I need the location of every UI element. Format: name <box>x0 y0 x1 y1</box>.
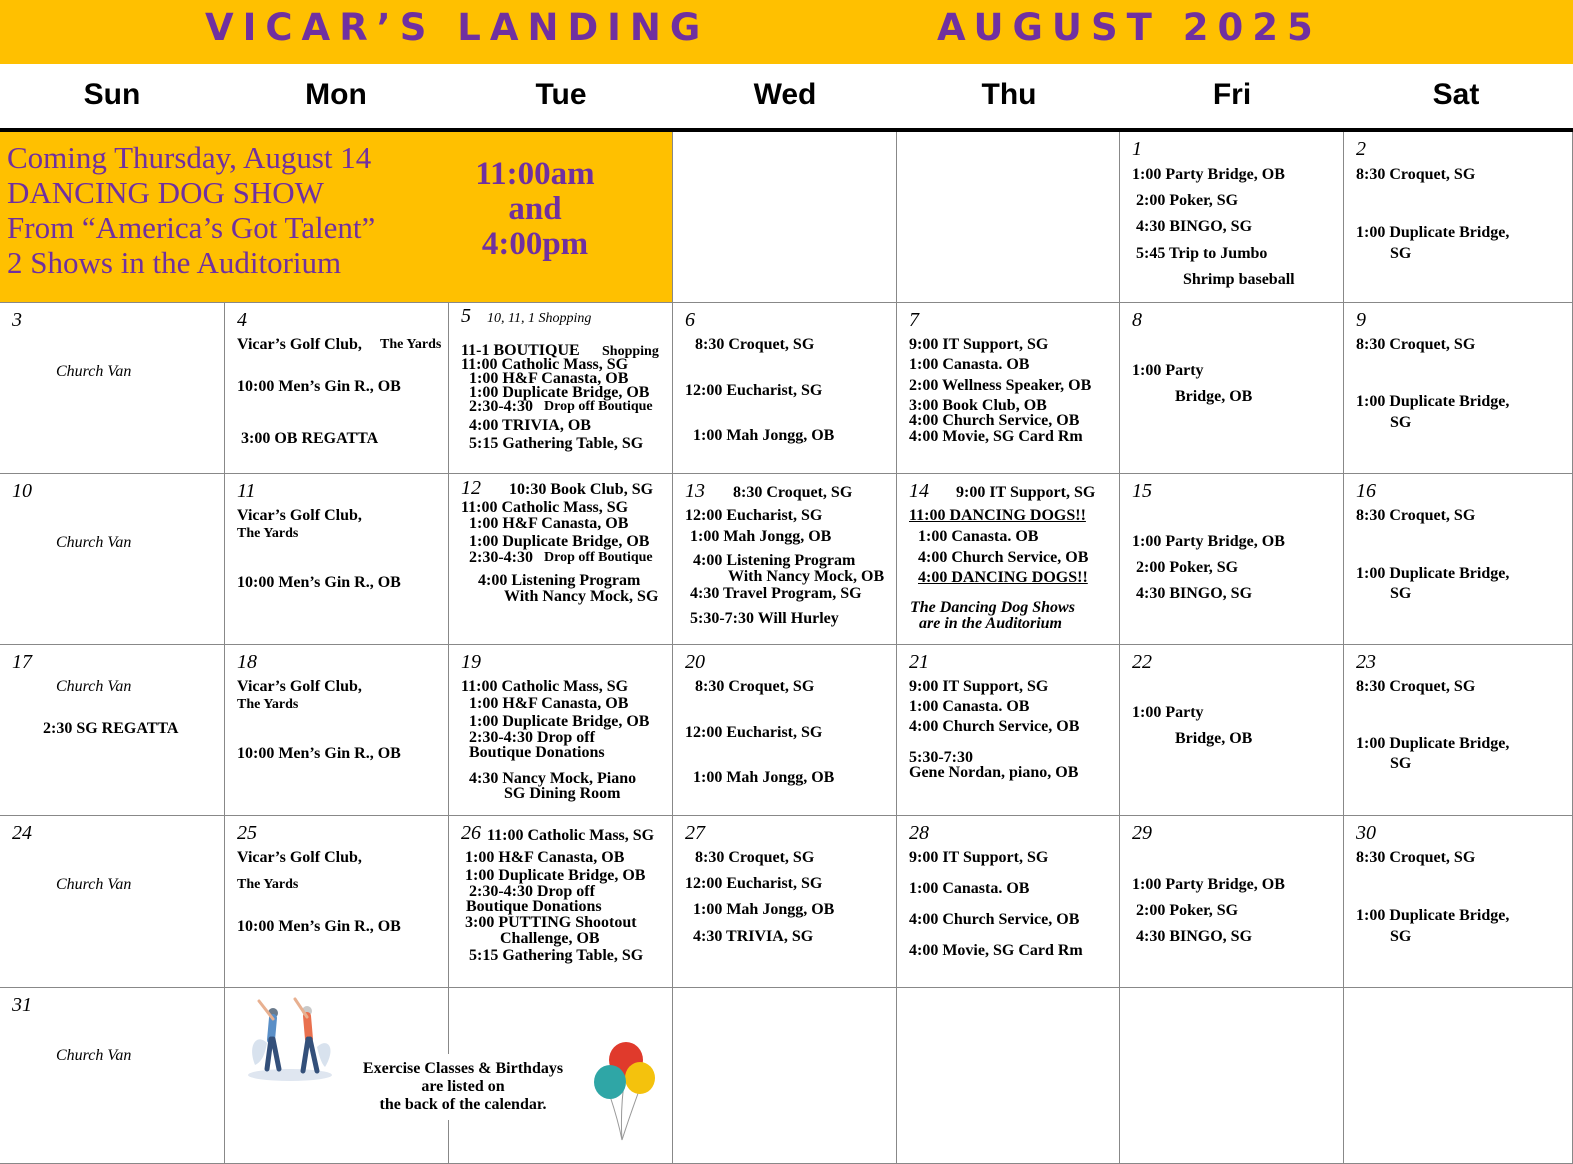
day-number: 24 <box>12 822 32 844</box>
event: 8:30 Croquet, SG <box>1356 678 1476 695</box>
event: 4:00 Movie, SG Card Rm <box>909 428 1083 445</box>
weekday-sat: Sat <box>1432 78 1480 111</box>
event: 8:30 Croquet, SG <box>695 678 815 695</box>
day-number: 25 <box>237 822 257 844</box>
community-title: VICAR’S LANDING <box>205 6 710 49</box>
day-number: 18 <box>237 651 257 673</box>
event: 2:00 Wellness Speaker, OB <box>909 377 1092 394</box>
event: 2:30-4:30 Drop off <box>469 729 595 746</box>
month-title: AUGUST 2025 <box>937 6 1322 49</box>
day-number: 15 <box>1132 480 1152 502</box>
day-number: 23 <box>1356 651 1376 673</box>
event: Church Van <box>56 876 132 893</box>
empty-day-cell <box>673 988 897 1164</box>
day-number: 14 <box>909 480 929 502</box>
event: 2:30-4:30 Drop off <box>469 883 595 900</box>
event: 8:30 Croquet, SG <box>733 484 853 501</box>
day-number: 2 <box>1356 138 1366 160</box>
promo-times <box>440 157 630 262</box>
event: 1:00 Duplicate Bridge, <box>1356 393 1510 410</box>
day-number: 27 <box>685 822 705 844</box>
day-cell-1 <box>1120 132 1344 303</box>
event: 4:30 BINGO, SG <box>1136 928 1253 945</box>
event: 4:30 BINGO, SG <box>1136 585 1253 602</box>
balloons-illustration <box>590 1040 662 1144</box>
event: The Yards <box>380 337 442 352</box>
day-cell-31 <box>0 988 225 1164</box>
event: 4:00 Church Service, OB <box>909 911 1080 928</box>
note-line: Exercise Classes & Birthdays <box>362 1060 564 1077</box>
event: Vicar’s Golf Club, <box>237 849 362 866</box>
day-number: 6 <box>685 309 695 331</box>
day-number: 3 <box>12 309 22 331</box>
event: 8:30 Croquet, SG <box>695 849 815 866</box>
day-number: 16 <box>1356 480 1376 502</box>
day-number: 1 <box>1132 138 1142 160</box>
day-cell-26 <box>449 816 673 988</box>
day-cell-3 <box>0 303 225 474</box>
dancing-dog-promo <box>0 132 673 303</box>
event: 4:00 DANCING DOGS!! <box>918 569 1088 586</box>
day-number: 5 <box>461 305 471 327</box>
promo-time: 11:00am <box>475 156 595 192</box>
event: Challenge, OB <box>500 930 600 947</box>
day-cell-23 <box>1344 645 1573 816</box>
event: Boutique Donations <box>469 744 605 761</box>
day-cell-8 <box>1120 303 1344 474</box>
day-cell-19 <box>449 645 673 816</box>
event: SG Dining Room <box>504 785 621 802</box>
event: 1:00 Duplicate Bridge, OB <box>469 713 650 730</box>
event: 5:30-7:30 <box>909 749 973 766</box>
weekday-header <box>0 68 1573 128</box>
event: 1:00 Duplicate Bridge, <box>1356 224 1510 241</box>
day-cell-24 <box>0 816 225 988</box>
event: Drop off Boutique <box>544 399 653 414</box>
event: 1:00 Canasta. OB <box>918 528 1039 545</box>
event: 1:00 Party Bridge, OB <box>1132 166 1285 183</box>
promo-line: Coming Thursday, August 14 <box>7 140 372 175</box>
person-legs <box>267 1039 279 1069</box>
day-cell-18 <box>225 645 449 816</box>
event: 1:00 Mah Jongg, OB <box>693 427 835 444</box>
event: 8:30 Croquet, SG <box>1356 507 1476 524</box>
teal-balloon <box>594 1065 626 1099</box>
weekday-mon: Mon <box>305 78 367 111</box>
event: 12:00 Eucharist, SG <box>685 507 823 524</box>
event: 4:00 Movie, SG Card Rm <box>909 942 1083 959</box>
yellow-balloon <box>625 1062 655 1094</box>
day-number: 10 <box>12 480 32 502</box>
day-number: 17 <box>12 651 32 673</box>
day-cell-6 <box>673 303 897 474</box>
header-banner <box>0 0 1573 64</box>
event: The Yards <box>237 697 299 712</box>
event: 10:00 Men’s Gin R., OB <box>237 574 401 591</box>
day-cell-15 <box>1120 474 1344 645</box>
day-number: 30 <box>1356 822 1376 844</box>
day-cell-30 <box>1344 816 1573 988</box>
event: Boutique Donations <box>466 898 602 915</box>
empty-day-cell <box>1120 988 1344 1164</box>
person-legs <box>303 1039 317 1071</box>
day-cell-14 <box>897 474 1120 645</box>
event: 11:00 Catholic Mass, SG <box>487 827 655 844</box>
event: 1:00 H&F Canasta, OB <box>469 515 629 532</box>
empty-day-cell <box>897 132 1120 303</box>
weekday-sun: Sun <box>83 78 141 111</box>
event: 11:00 DANCING DOGS!! <box>909 507 1086 524</box>
event: 2:00 Poker, SG <box>1136 192 1239 209</box>
event: 9:00 IT Support, SG <box>909 678 1049 695</box>
event: With Nancy Mock, OB <box>728 568 885 585</box>
day-cell-22 <box>1120 645 1344 816</box>
leaf <box>252 1039 267 1065</box>
event: 4:00 Listening Program <box>693 552 856 569</box>
event: SG <box>1390 585 1412 602</box>
event: 4:30 TRIVIA, SG <box>693 928 814 945</box>
day-cell-29 <box>1120 816 1344 988</box>
note-line: the back of the calendar. <box>379 1096 547 1113</box>
event: 1:00 Party <box>1132 362 1204 379</box>
promo-line: From “America’s Got Talent” <box>7 210 376 245</box>
event: 9:00 IT Support, SG <box>956 484 1096 501</box>
event: 11-1 BOUTIQUE <box>461 342 580 359</box>
event: 4:30 BINGO, SG <box>1136 218 1253 235</box>
empty-day-cell <box>1344 988 1573 1164</box>
event: Church Van <box>56 363 132 380</box>
day-number: 31 <box>12 994 32 1016</box>
day-cell-4 <box>225 303 449 474</box>
event: 4:00 Church Service, OB <box>918 549 1089 566</box>
event: 1:00 Mah Jongg, OB <box>693 901 835 918</box>
day-cell-13 <box>673 474 897 645</box>
day-number: 9 <box>1356 309 1366 331</box>
day-cell-5 <box>449 303 673 474</box>
event: 9:00 IT Support, SG <box>909 336 1049 353</box>
event: SG <box>1390 414 1412 431</box>
day-number: 12 <box>461 477 481 499</box>
event: 2:30 SG REGATTA <box>43 720 179 737</box>
event: 4:00 Church Service, OB <box>909 412 1080 429</box>
event: 4:00 Listening Program <box>478 572 641 589</box>
event: 1:00 Mah Jongg, OB <box>690 528 832 545</box>
event: 4:30 Nancy Mock, Piano <box>469 770 637 787</box>
day-cell-2 <box>1344 132 1573 303</box>
day-cell-20 <box>673 645 897 816</box>
weekday-tue: Tue <box>535 78 587 111</box>
weekday-fri: Fri <box>1212 78 1252 111</box>
promo-time: and <box>508 191 562 227</box>
promo-line: 2 Shows in the Auditorium <box>7 245 342 280</box>
event: 11:00 Catholic Mass, SG <box>461 499 629 516</box>
event: 4:30 Travel Program, SG <box>690 585 862 602</box>
event: 1:00 Duplicate Bridge, OB <box>465 867 646 884</box>
day-cell-12 <box>449 474 673 645</box>
event: 1:00 H&F Canasta, OB <box>465 849 625 866</box>
event: Church Van <box>56 1047 132 1064</box>
empty-day-cell <box>897 988 1120 1164</box>
day-number: 21 <box>909 651 929 673</box>
promo-line: DANCING DOG SHOW <box>7 175 324 210</box>
event: 8:30 Croquet, SG <box>695 336 815 353</box>
event: SG <box>1390 245 1412 262</box>
event: 2:30-4:30 <box>469 398 533 415</box>
event: SG <box>1390 928 1412 945</box>
event: 2:00 Poker, SG <box>1136 559 1239 576</box>
event: 12:00 Eucharist, SG <box>685 875 823 892</box>
day-cell-11 <box>225 474 449 645</box>
leaf <box>317 1043 330 1067</box>
event: 8:30 Croquet, SG <box>1356 849 1476 866</box>
promo-text <box>7 140 375 280</box>
day-number: 29 <box>1132 822 1152 844</box>
event: Bridge, OB <box>1175 388 1253 405</box>
event: 12:00 Eucharist, SG <box>685 724 823 741</box>
event: 1:00 Party Bridge, OB <box>1132 876 1285 893</box>
event: 4:00 TRIVIA, OB <box>469 417 591 434</box>
event: 1:00 Duplicate Bridge, <box>1356 907 1510 924</box>
day-number: 26 <box>461 822 481 844</box>
note-line: are listed on <box>421 1078 505 1095</box>
day-cell-7 <box>897 303 1120 474</box>
event: 1:00 Canasta. OB <box>909 356 1030 373</box>
event: 8:30 Croquet, SG <box>1356 166 1476 183</box>
event: 11:00 Catholic Mass, SG <box>461 678 629 695</box>
event: 11:00 Catholic Mass, SG <box>461 356 629 373</box>
day-number: 4 <box>237 309 247 331</box>
event: 5:15 Gathering Table, SG <box>469 947 644 964</box>
event: Vicar’s Golf Club, <box>237 507 362 524</box>
event: 10, 11, 1 Shopping <box>487 311 592 326</box>
day-number: 13 <box>685 480 705 502</box>
event: 3:00 Book Club, OB <box>909 397 1047 414</box>
event: 1:00 Canasta. OB <box>909 880 1030 897</box>
event: Church Van <box>56 678 132 695</box>
day-cell-21 <box>897 645 1120 816</box>
event: 2:30-4:30 <box>469 549 533 566</box>
back-of-calendar-note <box>340 1054 586 1120</box>
event: 1:00 Mah Jongg, OB <box>693 769 835 786</box>
event: 1:00 Duplicate Bridge, <box>1356 735 1510 752</box>
day-cell-9 <box>1344 303 1573 474</box>
event: 5:45 Trip to Jumbo <box>1136 245 1268 262</box>
event: SG <box>1390 755 1412 772</box>
event: Shrimp baseball <box>1183 271 1295 288</box>
event: 5:15 Gathering Table, SG <box>469 435 644 452</box>
promo-time: 4:00pm <box>481 226 589 262</box>
event: Shopping <box>602 344 659 359</box>
event: The Dancing Dog Shows <box>910 599 1075 616</box>
event: 2:00 Poker, SG <box>1136 902 1239 919</box>
event: 1:00 H&F Canasta, OB <box>469 695 629 712</box>
event: 10:30 Book Club, SG <box>509 481 654 498</box>
event: 1:00 H&F Canasta, OB <box>469 370 629 387</box>
day-number: 7 <box>909 309 919 331</box>
event: With Nancy Mock, SG <box>504 588 659 605</box>
weekday-thu: Thu <box>981 78 1037 111</box>
day-number: 8 <box>1132 309 1142 331</box>
day-cell-27 <box>673 816 897 988</box>
event: 1:00 Duplicate Bridge, OB <box>469 384 650 401</box>
exercise-illustration <box>245 995 340 1083</box>
event: are in the Auditorium <box>919 615 1062 632</box>
event: 5:30-7:30 Will Hurley <box>690 610 839 627</box>
event: Gene Nordan, piano, OB <box>909 764 1079 781</box>
event: 12:00 Eucharist, SG <box>685 382 823 399</box>
event: 1:00 Duplicate Bridge, <box>1356 565 1510 582</box>
event: 10:00 Men’s Gin R., OB <box>237 918 401 935</box>
event: 3:00 PUTTING Shootout <box>465 914 637 931</box>
event: Vicar’s Golf Club, <box>237 336 362 353</box>
event: 3:00 OB REGATTA <box>241 430 379 447</box>
event: Church Van <box>56 534 132 551</box>
day-number: 20 <box>685 651 705 673</box>
day-number: 22 <box>1132 651 1152 673</box>
day-cell-16 <box>1344 474 1573 645</box>
event: 1:00 Canasta. OB <box>909 698 1030 715</box>
event: The Yards <box>237 526 299 541</box>
event: 1:00 Duplicate Bridge, OB <box>469 533 650 550</box>
event: 10:00 Men’s Gin R., OB <box>237 378 401 395</box>
day-cell-10 <box>0 474 225 645</box>
event: 10:00 Men’s Gin R., OB <box>237 745 401 762</box>
day-cell-17 <box>0 645 225 816</box>
event: 9:00 IT Support, SG <box>909 849 1049 866</box>
event: Drop off Boutique <box>544 550 653 565</box>
day-number: 28 <box>909 822 929 844</box>
event: 4:00 Church Service, OB <box>909 718 1080 735</box>
weekday-wed: Wed <box>753 78 817 111</box>
event: 8:30 Croquet, SG <box>1356 336 1476 353</box>
event: Bridge, OB <box>1175 730 1253 747</box>
empty-day-cell <box>673 132 897 303</box>
day-cell-25 <box>225 816 449 988</box>
event: 1:00 Party <box>1132 704 1204 721</box>
event: Vicar’s Golf Club, <box>237 678 362 695</box>
day-number: 19 <box>461 651 481 673</box>
person-body <box>307 1016 309 1039</box>
event: 1:00 Party Bridge, OB <box>1132 533 1285 550</box>
day-cell-28 <box>897 816 1120 988</box>
event: The Yards <box>237 877 299 892</box>
day-number: 11 <box>237 480 256 502</box>
